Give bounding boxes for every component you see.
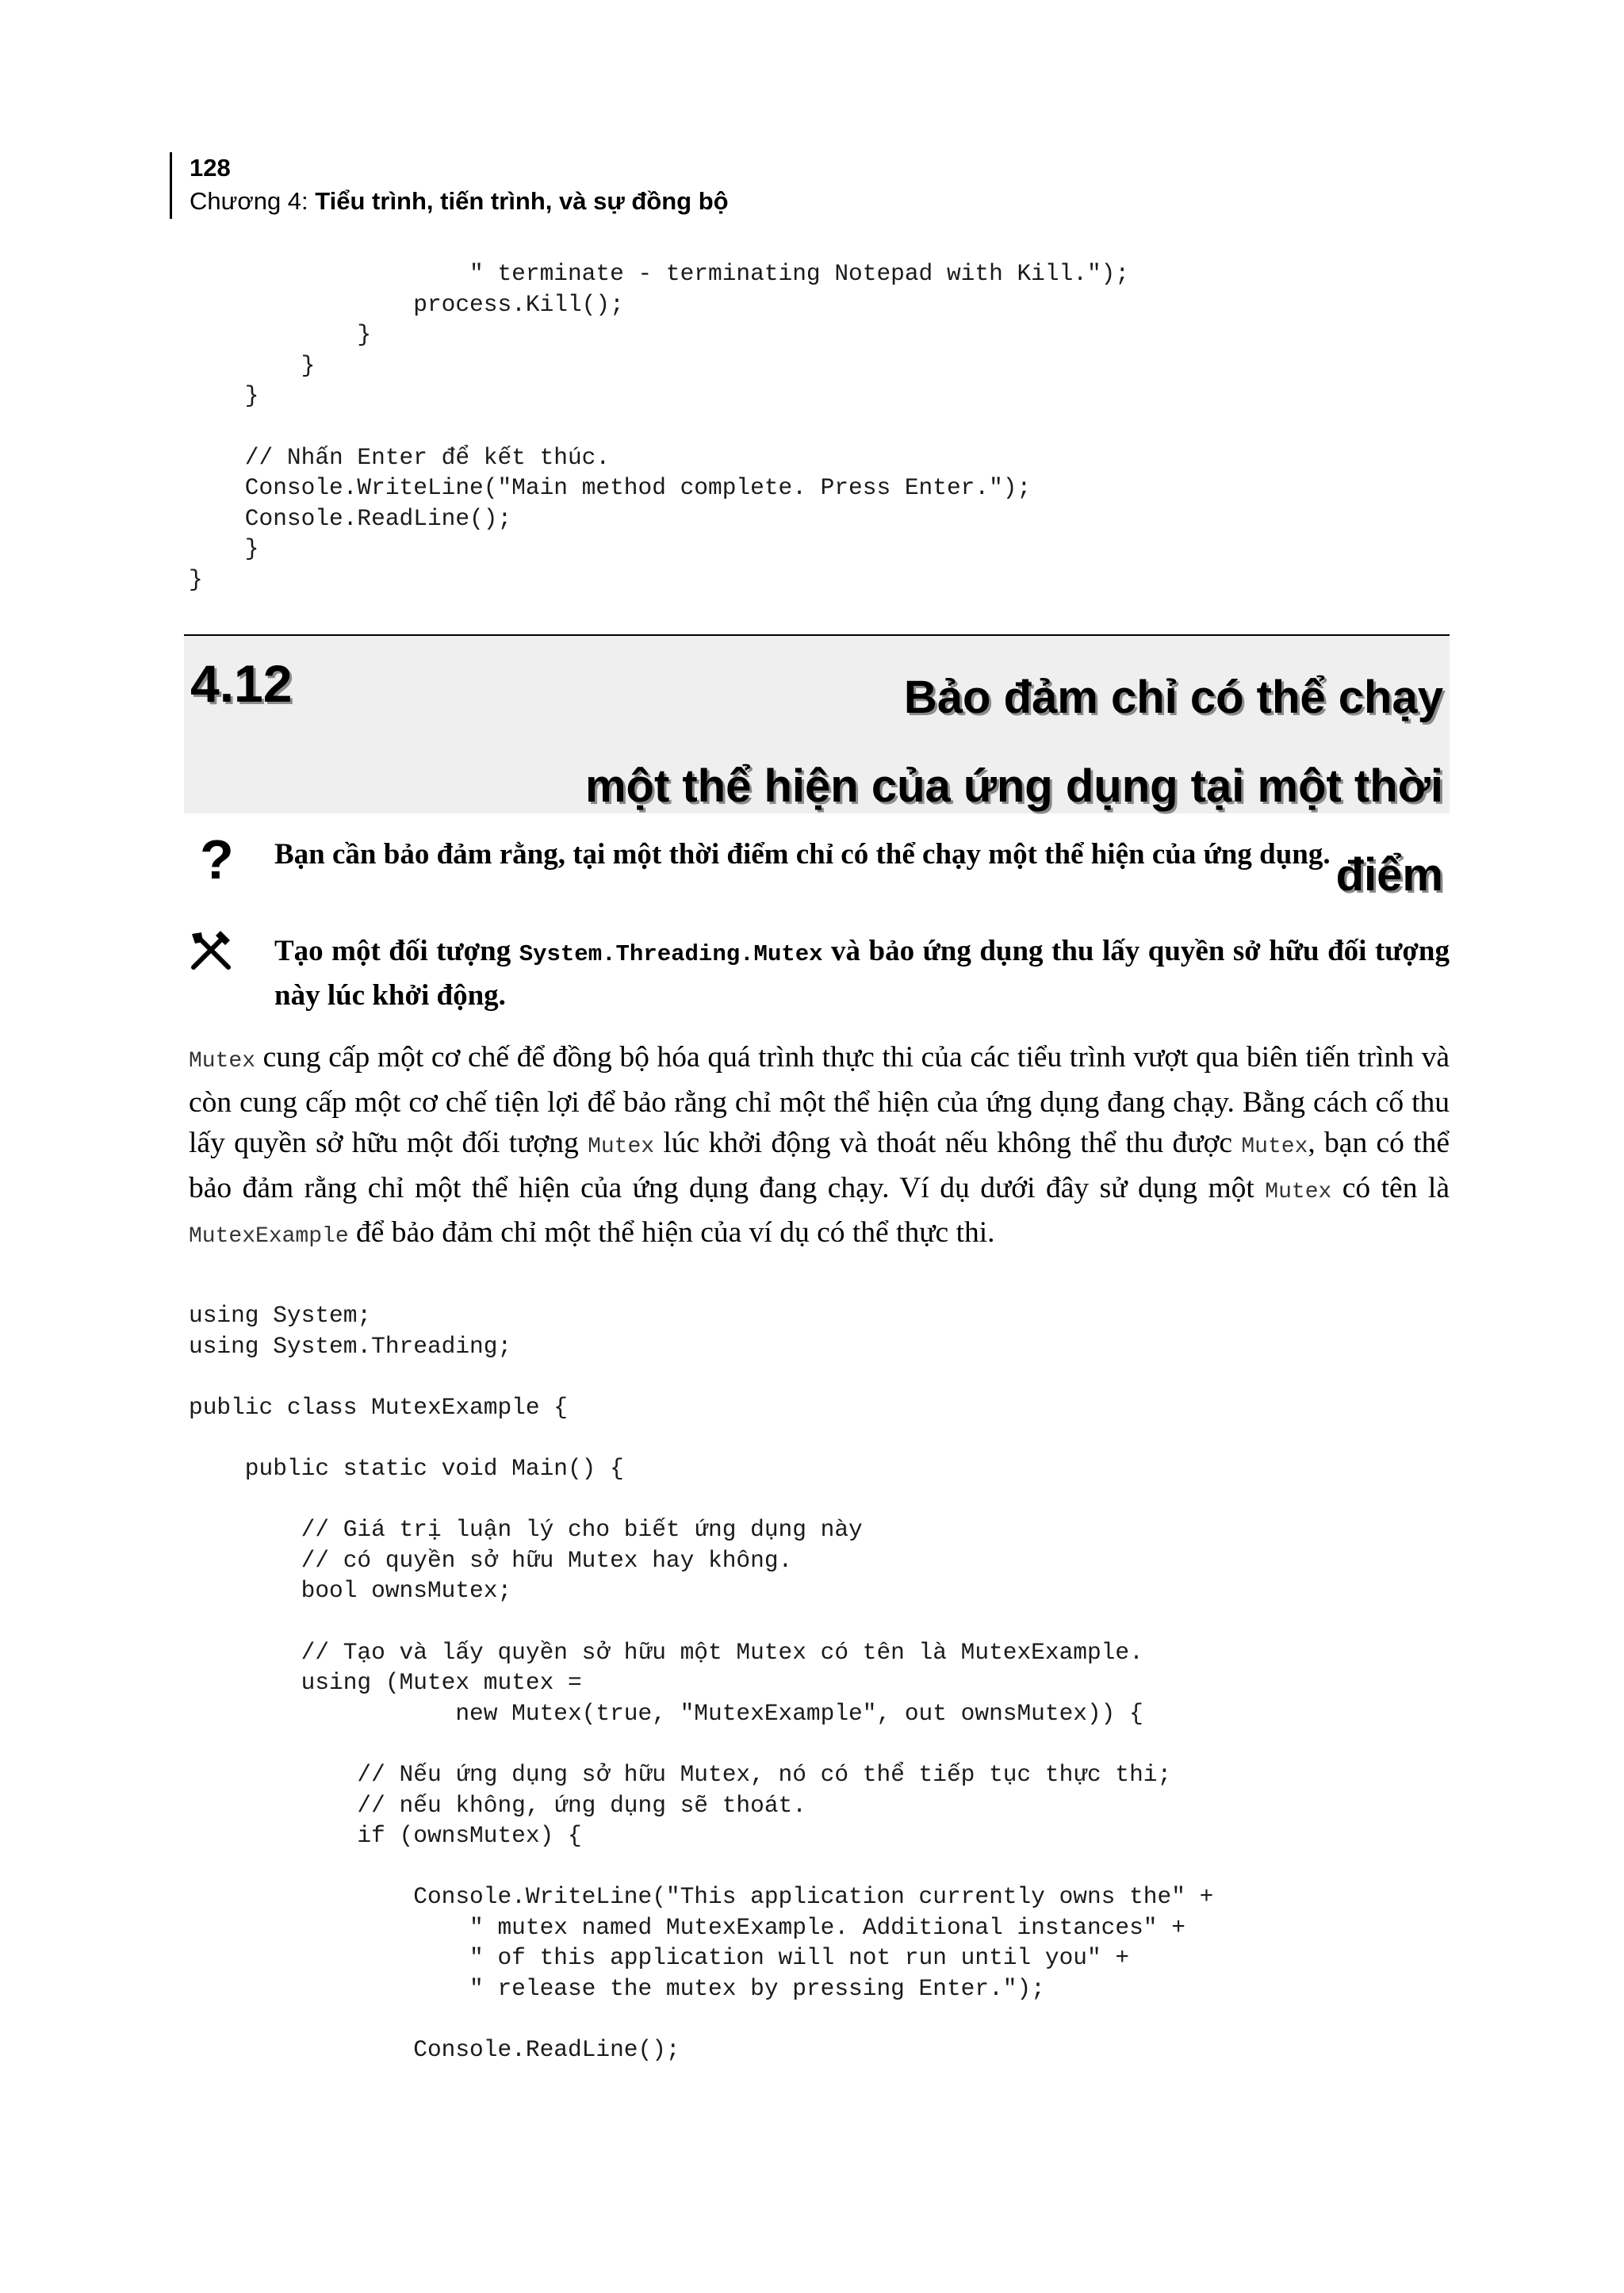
chapter-prefix: Chương 4: xyxy=(190,187,316,215)
solution-callout xyxy=(189,931,1450,1016)
para-text: cung cấp một cơ chế để đồng bộ hóa quá trình thực thi của các tiểu trình vượt qua biên tiến trình và còn cung cấp một cơ chế tiện lợi để bảo rằng chỉ một thể hiện của ứng dụng đang chạy. Bằng cách cố thu lấy quyền sở hữu một đối tượng xyxy=(189,1041,1450,1159)
inline-code: MutexExample xyxy=(189,1224,349,1249)
tools-icon xyxy=(189,931,260,974)
chapter-title: Tiểu trình, tiến trình, và sự đồng bộ xyxy=(315,187,729,215)
para-text: để bảo đảm chỉ một thể hiện của ví dụ có thể thực thi. xyxy=(348,1216,995,1249)
chapter-line xyxy=(190,184,729,219)
section-title xyxy=(492,653,1443,920)
problem-text: Bạn cần bảo đảm rằng, tại một thời điểm chỉ có thể chạy một thể hiện của ứng dụng. xyxy=(274,838,1331,871)
page-header xyxy=(170,152,729,219)
solution-code: System.Threading.Mutex xyxy=(519,941,823,967)
page-number: 128 xyxy=(190,154,231,182)
section-number: 4.12 xyxy=(190,654,293,713)
solution-text xyxy=(274,931,1450,1016)
code-block-main: using System; using System.Threading; public class MutexExample { public static void Main() { // Giá trị luận lý cho biết ứng dụng này // có quyền sở hữu Mutex hay không. bool ownsMutex; // Tạo và lấy quyền sở hữu một Mutex có tên là MutexExample. using (Mutex mutex = new Mutex(true, "MutexExample", out ownsMutex)) { // Nếu ứng dụng sở hữu Mutex, nó có thể tiếp tục thực thi; // nếu không, ứng dụng sẽ thoát. if (ownsMutex) { Console.WriteLine("This application currently owns the" + " mutex named MutexExample. Additional instances" + " of this application will not run until you" + " release the mutex by pressing Enter."); Console.ReadLine(); xyxy=(189,1302,1214,2064)
inline-code: Mutex xyxy=(588,1135,655,1159)
para-text: lúc khởi động và thoát nếu không thể thu được xyxy=(654,1127,1242,1159)
inline-code: Mutex xyxy=(1265,1179,1332,1204)
solution-text-after: và bảo ứng dụng thu lấy quyền sở hữu đối tượng này lúc khởi động. xyxy=(274,935,1450,1012)
question-icon: ? xyxy=(200,829,234,890)
code-block-top: " terminate - terminating Notepad with Kill."); process.Kill(); } } } // Nhấn Enter để kết thúc. Console.WriteLine("Main method complete. Press Enter."); Console.ReadLine(); } } xyxy=(189,260,1130,593)
inline-code: Mutex xyxy=(189,1049,256,1074)
body-paragraph xyxy=(189,1037,1450,1258)
section-title-line-2: một thể hiện của ứng dụng tại một thời điểm xyxy=(584,760,1443,901)
inline-code: Mutex xyxy=(1241,1135,1308,1159)
solution-text-before: Tạo một đối tượng xyxy=(274,935,519,967)
problem-callout xyxy=(189,829,1450,890)
para-text: , bạn có thể bảo đảm rằng chỉ một thể hiện của ứng dụng đang chạy. Ví dụ dưới đây sử dụng một xyxy=(189,1127,1450,1204)
section-title-line-1: Bảo đảm chỉ có thể chạy xyxy=(903,672,1443,723)
para-text: có tên là xyxy=(1331,1171,1450,1204)
